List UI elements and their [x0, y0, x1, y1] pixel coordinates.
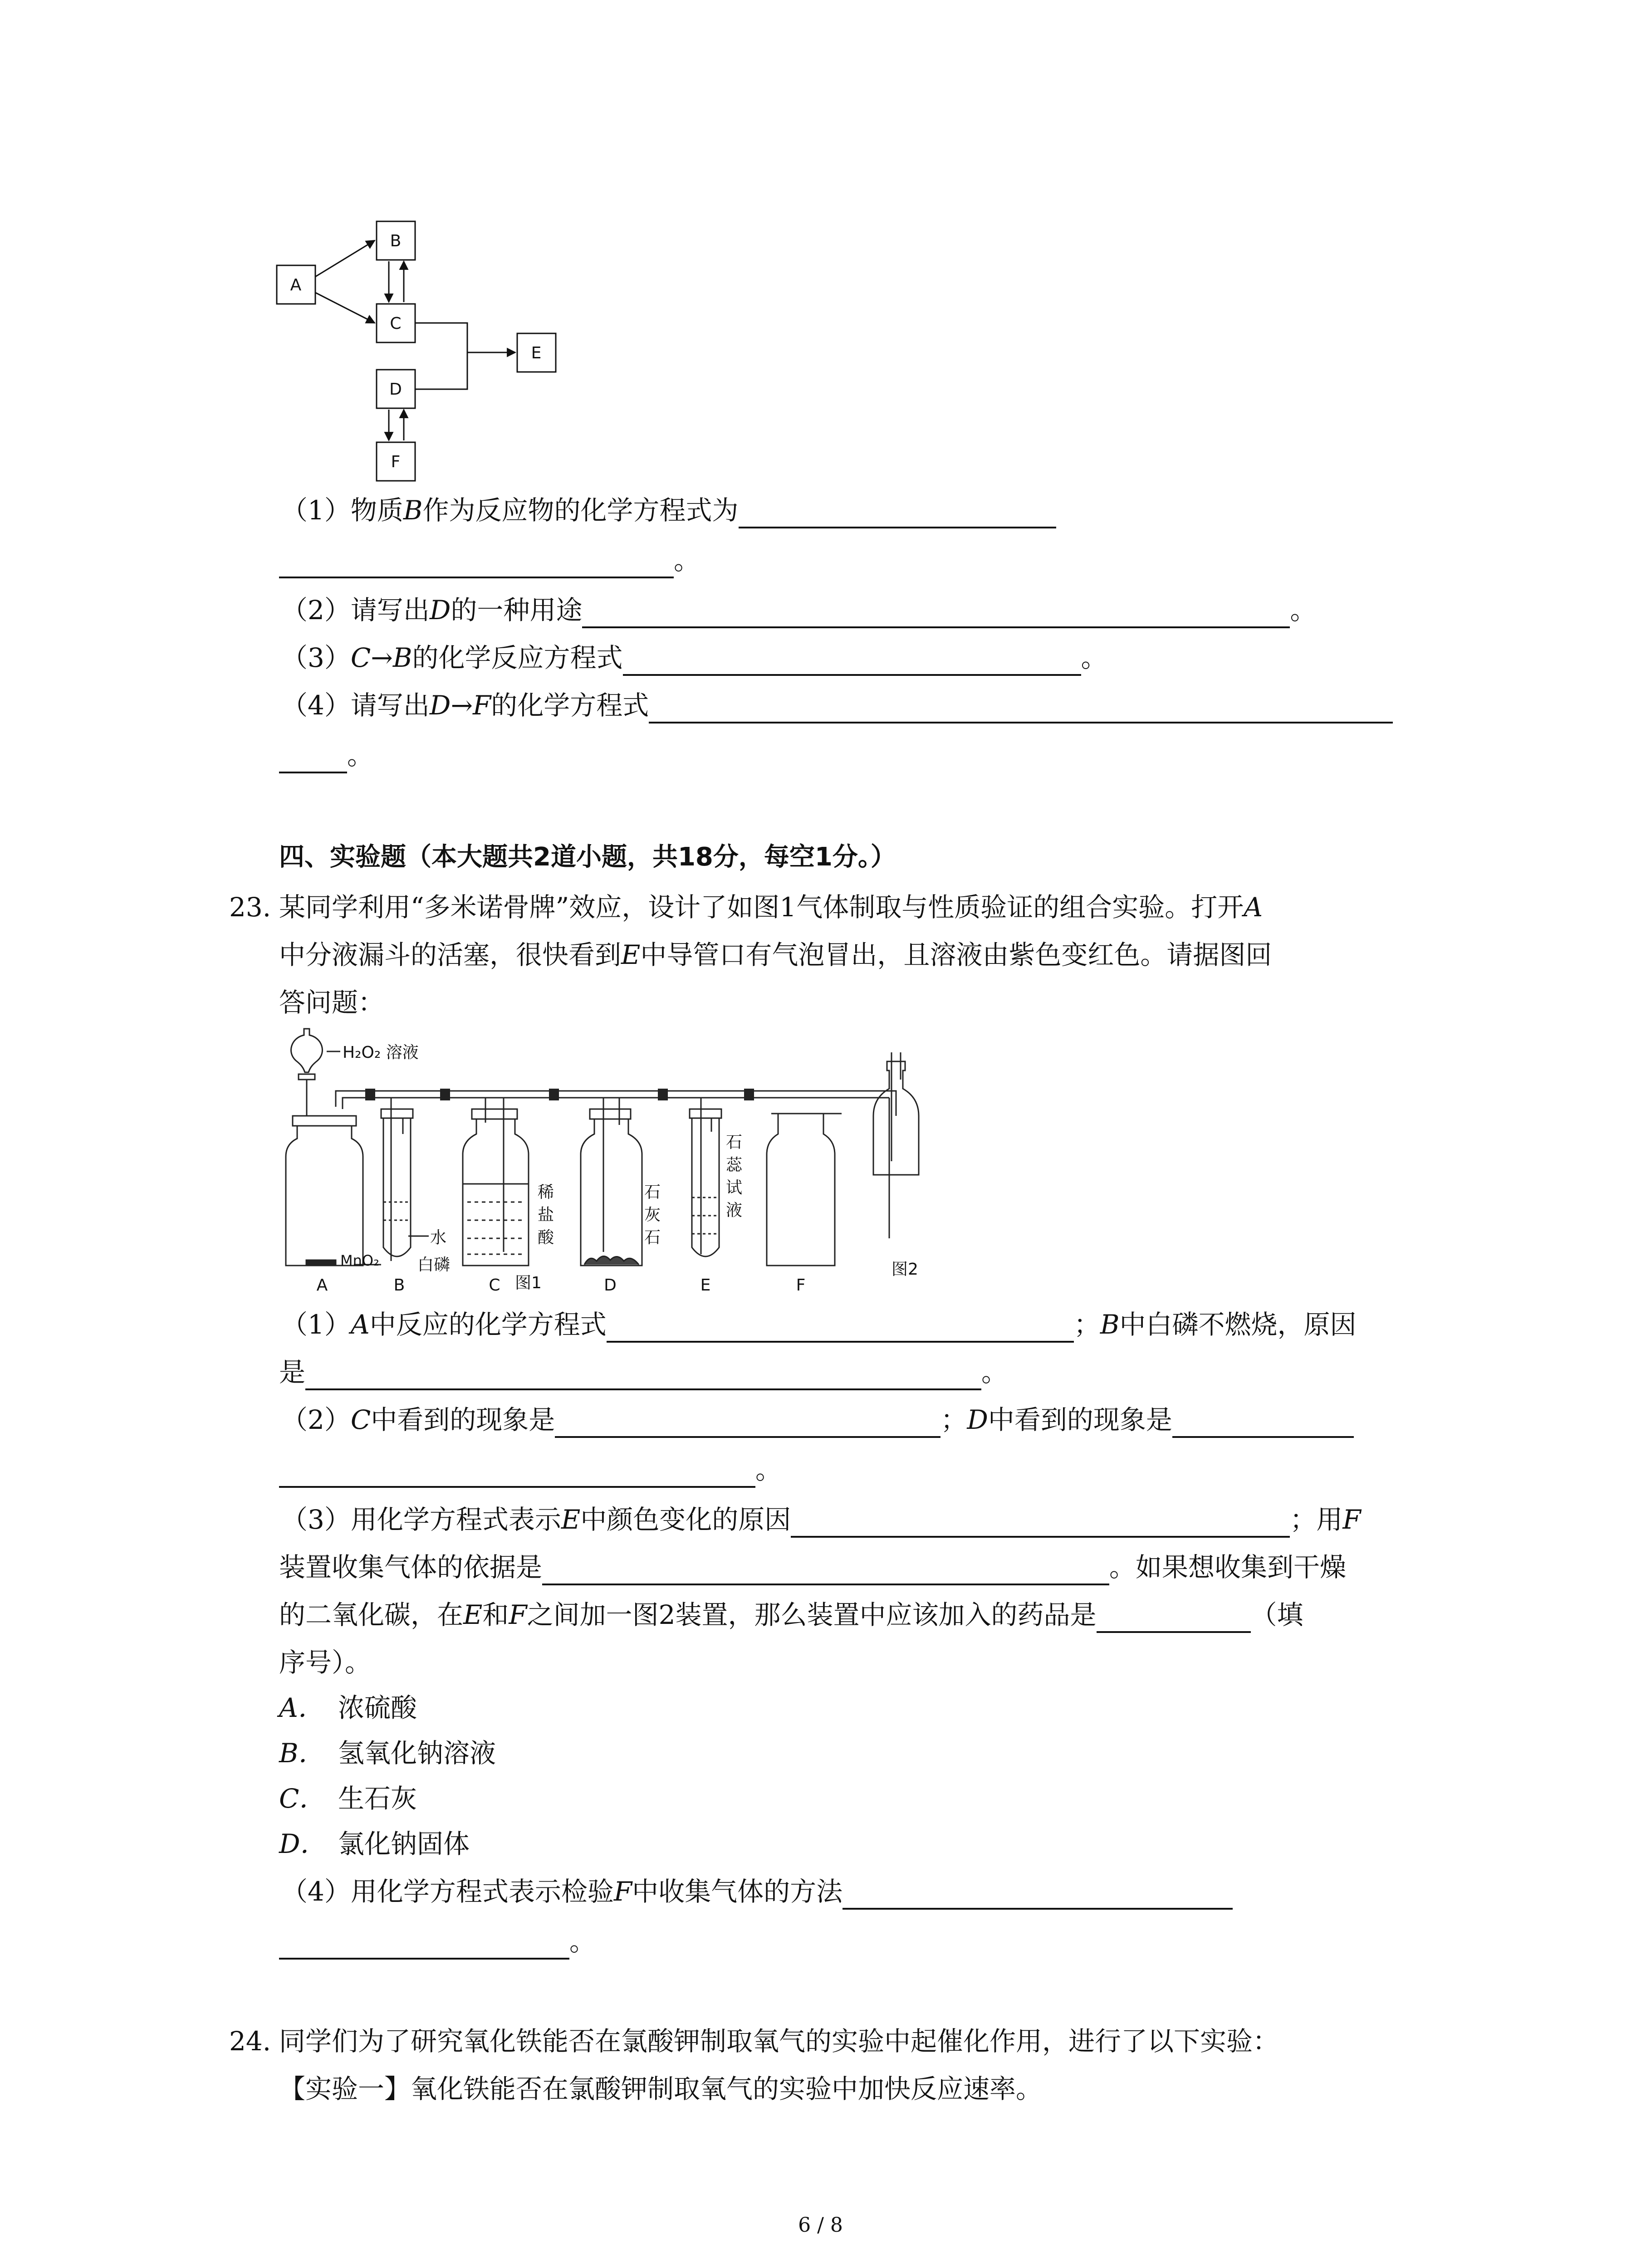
- answer-blank[interactable]: [555, 1408, 941, 1438]
- q23-p4-line1: （4）用化学方程式表示检验F中收集气体的方法: [281, 1873, 1233, 1910]
- answer-blank[interactable]: [607, 1313, 1074, 1343]
- q22-s1-line2: 。: [279, 542, 700, 578]
- acid-label-1: 稀: [538, 1183, 554, 1202]
- phosphorus-label: 白磷: [417, 1256, 451, 1274]
- bottle-c: [463, 1119, 529, 1266]
- litmus-label-2: 蕊: [726, 1156, 743, 1174]
- bottle-f: [767, 1114, 842, 1266]
- apparatus-label-a: A: [316, 1276, 328, 1295]
- answer-blank[interactable]: [279, 1458, 755, 1488]
- apparatus-label-f: F: [796, 1276, 806, 1295]
- q23-p3-line4: 序号）。: [279, 1647, 372, 1678]
- q22-s2-line: （2）请写出D的一种用途 。: [281, 592, 1316, 628]
- answer-blank[interactable]: [1172, 1408, 1354, 1438]
- answer-blank[interactable]: [649, 694, 1393, 723]
- q24-line1: 24. 同学们为了研究氧化铁能否在氯酸钾制取氧气的实验中起催化作用，进行了以下实验：: [229, 2026, 1279, 2057]
- q23-p3-line3: 的二氧化碳，在E和F之间加一图2装置，那么装置中应该加入的药品是 （填: [279, 1597, 1303, 1633]
- section-title: 四、实验题（本大题共2道小题，共18分，每空1分。）: [279, 842, 896, 872]
- litmus-label-3: 试: [726, 1178, 743, 1197]
- limestone: [584, 1256, 639, 1265]
- q23-p1-line1: （1）A中反应的化学方程式 ；B中白磷不燃烧，原因: [281, 1306, 1356, 1343]
- answer-blank[interactable]: [542, 1555, 1109, 1585]
- bottle-d: [581, 1119, 642, 1266]
- tube-e: [692, 1118, 719, 1256]
- bottle-a: [286, 1126, 363, 1266]
- answer-blank[interactable]: [279, 743, 347, 773]
- q24-line2: 【实验一】氧化铁能否在氯酸钾制取氧气的实验中加快反应速率。: [279, 2073, 1043, 2104]
- q23-p1-line2: 是 。: [279, 1354, 1008, 1390]
- q23-p4-line2: 。: [279, 1923, 596, 1960]
- answer-blank[interactable]: [623, 646, 1081, 676]
- answer-blank[interactable]: [739, 499, 1056, 528]
- acid-label-2: 盐: [538, 1206, 554, 1224]
- answer-blank[interactable]: [1097, 1603, 1251, 1633]
- q22-s1-line: （1）物质B作为反应物的化学方程式为: [281, 492, 1056, 528]
- lime-label-1: 石: [644, 1183, 661, 1202]
- fig2-bottle: [873, 1061, 919, 1175]
- apparatus-label-e: E: [700, 1276, 711, 1295]
- q23-p2-line2: 。: [279, 1452, 782, 1488]
- figure-1-caption: 图1: [515, 1274, 542, 1292]
- q23-stem-line2: 中分液漏斗的活塞，很快看到E中导管口有气泡冒出，且溶液由紫色变红色。请据图回: [279, 939, 1272, 970]
- acid-label-3: 酸: [538, 1228, 554, 1247]
- option-c[interactable]: C． 生石灰: [279, 1783, 417, 1814]
- apparatus-label-d: D: [604, 1276, 617, 1295]
- q22-s4-line: （4）请写出D→F的化学方程式: [281, 687, 1393, 723]
- q23-p3-line1: （3）用化学方程式表示E中颜色变化的原因 ；用F: [281, 1501, 1361, 1538]
- litmus-label-1: 石: [726, 1133, 743, 1152]
- page-number: 6 / 8: [798, 2214, 843, 2237]
- node-b-label: B: [390, 232, 402, 250]
- water-label: 水: [430, 1228, 447, 1247]
- mno2-solid: [306, 1260, 336, 1266]
- q23-stem-line3: 答问题：: [279, 987, 385, 1018]
- apparatus-label-b: B: [393, 1276, 405, 1295]
- q23-stem-line1: 23. 某同学利用“多米诺骨牌”效应，设计了如图1气体制取与性质验证的组合实验。打开A: [229, 892, 1263, 923]
- q22-s4-line2: 。: [279, 737, 373, 773]
- lime-label-2: 灰: [644, 1206, 661, 1224]
- node-d-label: D: [389, 380, 402, 399]
- stopcock: [299, 1074, 315, 1080]
- option-a[interactable]: A． 浓硫酸: [279, 1692, 417, 1723]
- answer-blank[interactable]: [582, 598, 1290, 628]
- node-f-label: F: [391, 453, 401, 471]
- lime-label-3: 石: [644, 1228, 661, 1247]
- option-b[interactable]: B． 氢氧化钠溶液: [279, 1738, 496, 1769]
- h2o2-label: H₂O₂ 溶液: [343, 1043, 419, 1062]
- node-c-label: C: [390, 314, 402, 333]
- q23-p2-line1: （2）C中看到的现象是 ；D中看到的现象是: [281, 1402, 1354, 1438]
- mno2-label: MnO₂: [340, 1252, 379, 1269]
- answer-blank[interactable]: [843, 1880, 1233, 1910]
- option-d[interactable]: D． 氯化钠固体: [279, 1828, 470, 1859]
- tube-b: [383, 1118, 411, 1256]
- q23-p3-line2: 装置收集气体的依据是 。如果想收集到干燥: [279, 1549, 1346, 1585]
- figure-2-caption: 图2: [892, 1260, 918, 1279]
- answer-blank[interactable]: [279, 548, 674, 578]
- flow-diagram: [272, 213, 572, 490]
- answer-blank[interactable]: [279, 1930, 569, 1960]
- apparatus-label-c: C: [489, 1276, 500, 1295]
- answer-blank[interactable]: [305, 1360, 981, 1390]
- litmus-label-4: 液: [726, 1201, 743, 1220]
- funnel-bulb: [291, 1029, 323, 1072]
- node-a-label: A: [290, 276, 302, 294]
- q22-s3-line: （3）C→B的化学反应方程式 。: [281, 640, 1107, 676]
- answer-blank[interactable]: [791, 1508, 1290, 1538]
- node-e-label: E: [531, 344, 542, 362]
